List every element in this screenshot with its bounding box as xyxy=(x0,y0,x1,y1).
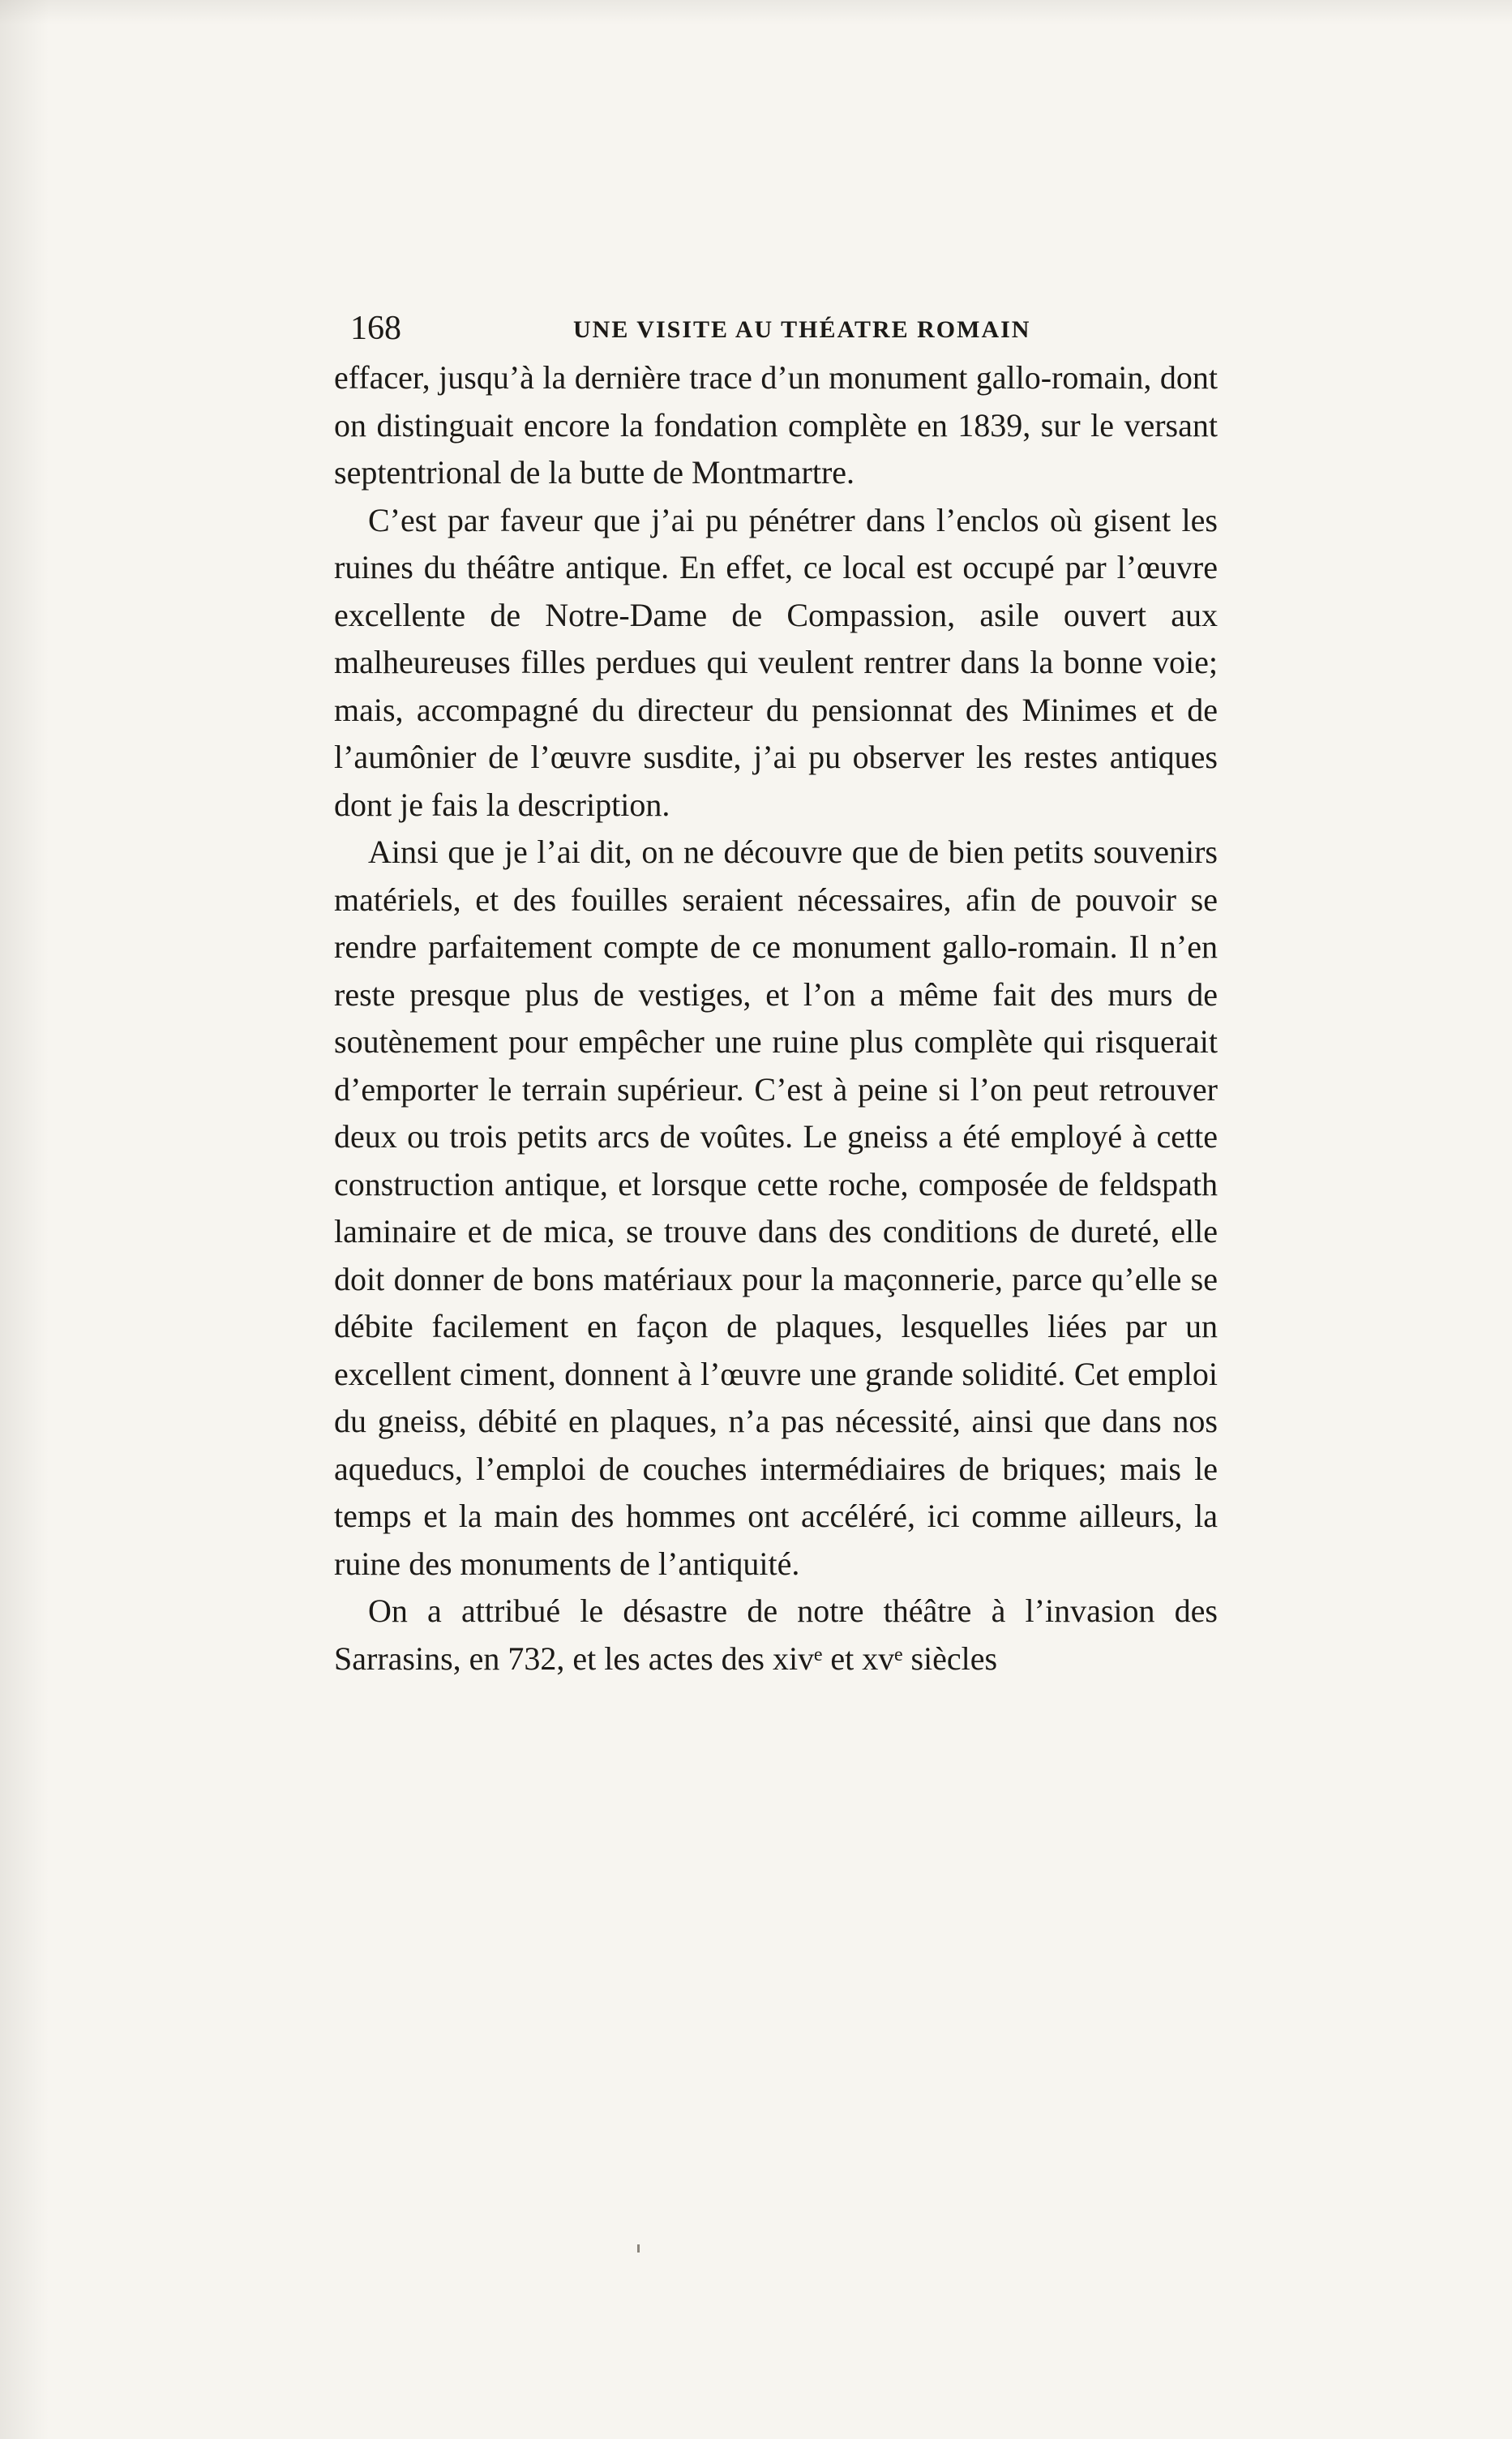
book-page xyxy=(334,304,1218,1682)
page-number: 168 xyxy=(350,310,401,347)
paragraph-1: effacer, jusqu’à la dernière trace d’un monument gallo-romain, dont on distinguait encore la fondation complète en 1839, sur le versant septentrional de la butte de Montmartre. xyxy=(334,359,1218,491)
scan-shadow-left xyxy=(0,0,49,2439)
paragraph-2: C’est par faveur que j’ai pu pénétrer dans l’enclos où gisent les ruines du théâtre antique. En effet, ce local est occupé par l’œuvre excellente de Notre-Dame de Compassion, asile ouvert aux malheureuses filles perdues qui veulent rentrer dans la bonne voie; mais, accompagné du directeur du pensionnat des Minimes et de l’aumônier de l’œuvre susdite, j’ai pu observer les restes antiques dont je fais la description. xyxy=(334,501,1218,823)
paragraph-4: On a attribué le désastre de notre théâtre à l’invasion des Sarrasins, en 732, et les actes des xivᵉ et xvᵉ siècles xyxy=(334,1592,1218,1677)
running-head xyxy=(334,304,1218,353)
scan-shadow-top xyxy=(0,0,1512,24)
body-text xyxy=(334,354,1218,1682)
paragraph-3: Ainsi que je l’ai dit, on ne découvre que de bien petits souvenirs matériels, et des fouilles seraient nécessaires, afin de pouvoir se rendre parfaitement compte de ce monument gallo-romain. Il n’en reste presque plus de vestiges, et l’on a même fait des murs de soutènement pour empêcher une ruine plus complète qui risquerait d’emporter le terrain supérieur. C’est à peine si l’on peut retrouver deux ou trois petits arcs de voûtes. Le gneiss a été employé à cette construction antique, et lorsque cette roche, composée de feldspath laminaire et de mica, se trouve dans des conditions de dureté, elle doit donner de bons matériaux pour la maçonnerie, parce qu’elle se débite facilement en façon de plaques, lesquelles liées par un excellent ciment, donnent à l’œuvre une grande solidité. Cet emploi du gneiss, débité en plaques, n’a pas nécessité, ainsi que dans nos aqueducs, l’emploi de couches intermédiaires de briques; mais le temps et la main des hommes ont accéléré, ici comme ailleurs, la ruine des monuments de l’antiquité. xyxy=(334,834,1218,1582)
scan-speck xyxy=(637,2244,640,2253)
running-title: UNE VISITE AU THÉATRE ROMAIN xyxy=(573,316,1031,343)
